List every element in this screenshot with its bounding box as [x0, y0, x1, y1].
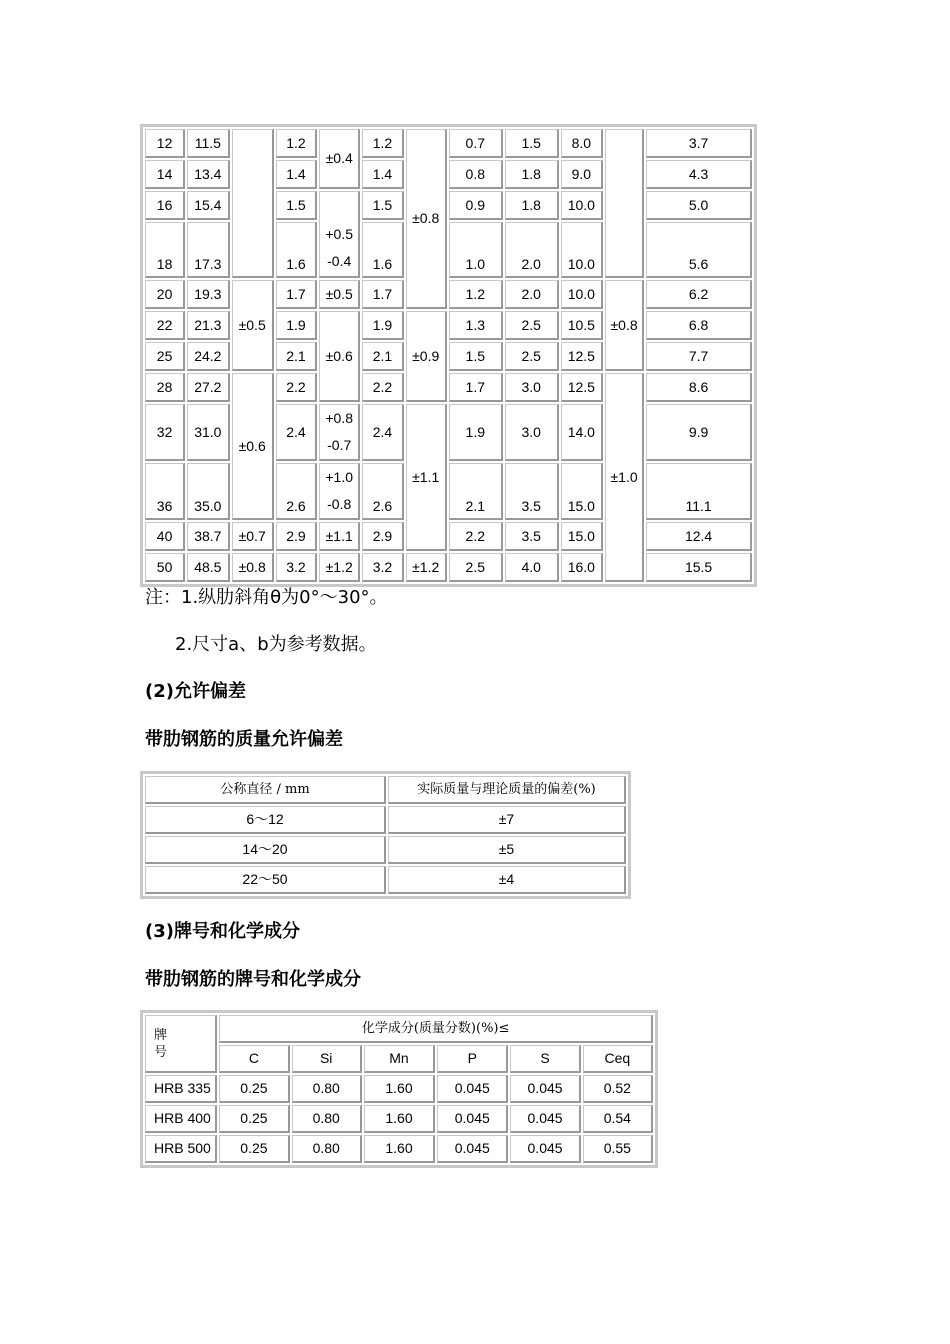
- table-cell: [319, 404, 360, 461]
- table-cell: 1.9: [449, 404, 503, 461]
- tolerance-upper: +1.0: [325, 469, 353, 485]
- table-cell: 1.0: [449, 222, 503, 278]
- table-header-row: [145, 776, 626, 804]
- table-cell: ±5: [388, 836, 626, 864]
- table-title-mass-tolerance: 带肋钢筋的质量允许偏差: [145, 729, 343, 750]
- table-cell: 10.0: [561, 280, 603, 309]
- table-cell: ±7: [388, 806, 626, 834]
- column-header: 实际质量与理论质量的偏差(%): [388, 776, 626, 804]
- footnote-1: 注：1.纵肋斜角θ为0°～30°。: [145, 587, 388, 608]
- table-cell: 24.2: [187, 342, 229, 371]
- table-cell: 0.55: [583, 1135, 653, 1163]
- table-cell: 1.4: [276, 160, 317, 189]
- table-cell: ±0.5: [319, 280, 360, 309]
- table-cell: 0.25: [219, 1105, 289, 1133]
- table-cell: 1.2: [362, 129, 403, 158]
- table-cell: 1.2: [276, 129, 317, 158]
- table-cell: 17.3: [187, 222, 229, 278]
- table-cell: 13.4: [187, 160, 229, 189]
- table-cell: 1.9: [362, 311, 403, 340]
- table-cell: 0.25: [219, 1075, 289, 1103]
- table-cell: 1.5: [449, 342, 503, 371]
- table-cell: 0.52: [583, 1075, 653, 1103]
- column-header: 公称直径 / mm: [145, 776, 386, 804]
- table-cell: [319, 463, 360, 520]
- column-header: P: [437, 1045, 508, 1073]
- table-cell: 2.1: [449, 463, 503, 520]
- table-cell: 14.0: [561, 404, 603, 461]
- table-cell: 18: [145, 222, 185, 278]
- section-heading-chemistry: (3)牌号和化学成分: [145, 921, 300, 942]
- table-cell: 0.9: [449, 191, 503, 220]
- table-cell: 3.0: [505, 404, 559, 461]
- table-cell: 0.54: [583, 1105, 653, 1133]
- table-cell: 14～20: [145, 836, 386, 864]
- table-cell: 15.4: [187, 191, 229, 220]
- table-cell: 1.7: [276, 280, 317, 309]
- table-cell: ±0.9: [406, 311, 447, 402]
- table-cell: 1.4: [362, 160, 403, 189]
- table-row: [145, 806, 626, 834]
- table-cell: 20: [145, 280, 185, 309]
- table-cell: 10.0: [561, 191, 603, 220]
- footnote-2: 2.尺寸a、b为参考数据。: [175, 634, 377, 655]
- table-cell: 0.045: [510, 1105, 580, 1133]
- table-cell: 12: [145, 129, 185, 158]
- table-cell: 2.1: [276, 342, 317, 371]
- table-cell: 21.3: [187, 311, 229, 340]
- table-cell: ±0.8: [232, 553, 274, 582]
- table-cell: 0.045: [437, 1075, 508, 1103]
- table-cell: ±0.4: [319, 129, 360, 189]
- table-cell: 11.5: [187, 129, 229, 158]
- table-cell: 1.2: [449, 280, 503, 309]
- chemical-composition-table: [140, 1010, 658, 1168]
- table-cell: 1.8: [505, 160, 559, 189]
- table-cell: 0.8: [449, 160, 503, 189]
- column-header: Si: [292, 1045, 362, 1073]
- table-cell: [605, 129, 644, 278]
- table-cell: 2.9: [362, 522, 403, 551]
- table-cell: 1.60: [364, 1135, 435, 1163]
- table-cell: 16.0: [561, 553, 603, 582]
- table-cell: 6.2: [646, 280, 752, 309]
- table-cell: 0.045: [437, 1105, 508, 1133]
- table-cell: ±0.6: [319, 311, 360, 402]
- table-cell: 14: [145, 160, 185, 189]
- table-cell: ±1.2: [406, 553, 447, 582]
- table-cell: 1.5: [276, 191, 317, 220]
- table-cell: 2.2: [276, 373, 317, 402]
- table-cell: ±1.2: [319, 553, 360, 582]
- table-cell: 6.8: [646, 311, 752, 340]
- table-cell: 2.5: [449, 553, 503, 582]
- table-cell: [232, 129, 274, 278]
- table-row: [145, 866, 626, 894]
- table-cell: 1.8: [505, 191, 559, 220]
- table-row: [145, 280, 752, 309]
- table-cell: ±4: [388, 866, 626, 894]
- table-cell: ±0.8: [605, 280, 644, 371]
- mass-tolerance-table: [140, 771, 631, 899]
- table-cell: 1.5: [362, 191, 403, 220]
- tolerance-lower: -0.8: [327, 496, 352, 512]
- table-cell: 15.0: [561, 522, 603, 551]
- table-cell: 0.25: [219, 1135, 289, 1163]
- column-header: Mn: [364, 1045, 435, 1073]
- table-cell: HRB 400: [145, 1105, 217, 1133]
- table-cell: 22～50: [145, 866, 386, 894]
- table-cell: 11.1: [646, 463, 752, 520]
- table-cell: HRB 500: [145, 1135, 217, 1163]
- table-cell: 2.5: [505, 311, 559, 340]
- table-cell: 8.6: [646, 373, 752, 402]
- table-cell: 35.0: [187, 463, 229, 520]
- column-header: C: [219, 1045, 289, 1073]
- table-cell: 0.045: [510, 1135, 580, 1163]
- table-cell: 1.7: [449, 373, 503, 402]
- table-cell: HRB 335: [145, 1075, 217, 1103]
- table-cell: 0.045: [510, 1075, 580, 1103]
- table-cell: 1.60: [364, 1075, 435, 1103]
- table-cell: 2.5: [505, 342, 559, 371]
- table-cell: 2.4: [276, 404, 317, 461]
- table-cell: 7.7: [646, 342, 752, 371]
- column-header: S: [510, 1045, 580, 1073]
- tolerance-lower: -0.4: [327, 253, 352, 269]
- table-cell: 1.60: [364, 1105, 435, 1133]
- table-cell: 5.6: [646, 222, 752, 278]
- table-row: [145, 373, 752, 402]
- table-row: [145, 522, 752, 551]
- table-cell: 12.5: [561, 373, 603, 402]
- table-cell: 1.6: [362, 222, 403, 278]
- table-cell: ±0.7: [232, 522, 274, 551]
- table-cell: 25: [145, 342, 185, 371]
- table-cell: 2.0: [505, 280, 559, 309]
- table-row: [145, 129, 752, 158]
- table-cell: 16: [145, 191, 185, 220]
- table-cell: 1.3: [449, 311, 503, 340]
- table-cell: 2.9: [276, 522, 317, 551]
- table-cell: 15.5: [646, 553, 752, 582]
- table-row: [145, 553, 752, 582]
- table-cell: 12.4: [646, 522, 752, 551]
- column-header-brand: 牌号: [145, 1015, 217, 1073]
- table-cell: [319, 191, 360, 278]
- table-title-chemistry: 带肋钢筋的牌号和化学成分: [145, 969, 361, 990]
- table-cell: 0.80: [292, 1105, 362, 1133]
- table-cell: 0.80: [292, 1135, 362, 1163]
- table-cell: 22: [145, 311, 185, 340]
- table-cell: 9.9: [646, 404, 752, 461]
- table-cell: 0.7: [449, 129, 503, 158]
- table-cell: 10.0: [561, 222, 603, 278]
- column-header-group: 化学成分(质量分数)(%)≤: [219, 1015, 653, 1043]
- table-cell: 15.0: [561, 463, 603, 520]
- table-cell: 31.0: [187, 404, 229, 461]
- table-cell: 1.6: [276, 222, 317, 278]
- tolerance-upper: +0.5: [325, 226, 353, 242]
- table-cell: 2.1: [362, 342, 403, 371]
- table-cell: 19.3: [187, 280, 229, 309]
- table-cell: ±1.1: [319, 522, 360, 551]
- table-cell: 48.5: [187, 553, 229, 582]
- table-cell: 2.2: [449, 522, 503, 551]
- table-cell: ±1.0: [605, 373, 644, 582]
- table-cell: 2.6: [362, 463, 403, 520]
- table-cell: 4.0: [505, 553, 559, 582]
- table-cell: 32: [145, 404, 185, 461]
- table-cell: 8.0: [561, 129, 603, 158]
- table-cell: 4.3: [646, 160, 752, 189]
- table-cell: 6～12: [145, 806, 386, 834]
- table-cell: 3.0: [505, 373, 559, 402]
- table-cell: 9.0: [561, 160, 603, 189]
- section-heading-tolerance: (2)允许偏差: [145, 681, 246, 702]
- table-cell: ±0.8: [406, 129, 447, 309]
- table-cell: 28: [145, 373, 185, 402]
- table-cell: 3.7: [646, 129, 752, 158]
- table-cell: 2.2: [362, 373, 403, 402]
- table-cell: 3.2: [276, 553, 317, 582]
- table-cell: 0.045: [437, 1135, 508, 1163]
- table-cell: 2.0: [505, 222, 559, 278]
- table-cell: 40: [145, 522, 185, 551]
- tolerance-lower: -0.7: [327, 437, 352, 453]
- table-header-row: [145, 1045, 653, 1073]
- table-cell: 50: [145, 553, 185, 582]
- table-cell: 10.5: [561, 311, 603, 340]
- table-cell: 3.5: [505, 522, 559, 551]
- table-cell: 1.9: [276, 311, 317, 340]
- table-cell: 5.0: [646, 191, 752, 220]
- column-header: Ceq: [583, 1045, 653, 1073]
- table-cell: 38.7: [187, 522, 229, 551]
- tolerance-upper: +0.8: [325, 410, 353, 426]
- table-row: [145, 836, 626, 864]
- table-cell: ±1.1: [406, 404, 447, 551]
- table-cell: 3.5: [505, 463, 559, 520]
- table-cell: 1.5: [505, 129, 559, 158]
- rebar-dimension-table: [140, 124, 757, 587]
- table-cell: 3.2: [362, 553, 403, 582]
- table-cell: 2.4: [362, 404, 403, 461]
- table-cell: 36: [145, 463, 185, 520]
- table-cell: ±0.5: [232, 280, 274, 371]
- table-header-row: [145, 1015, 653, 1043]
- table-cell: 2.6: [276, 463, 317, 520]
- table-row: [145, 1105, 653, 1133]
- table-cell: 12.5: [561, 342, 603, 371]
- table-cell: ±0.6: [232, 373, 274, 520]
- table-row: [145, 1135, 653, 1163]
- table-cell: 1.7: [362, 280, 403, 309]
- table-cell: 27.2: [187, 373, 229, 402]
- table-row: [145, 1075, 653, 1103]
- table-cell: 0.80: [292, 1075, 362, 1103]
